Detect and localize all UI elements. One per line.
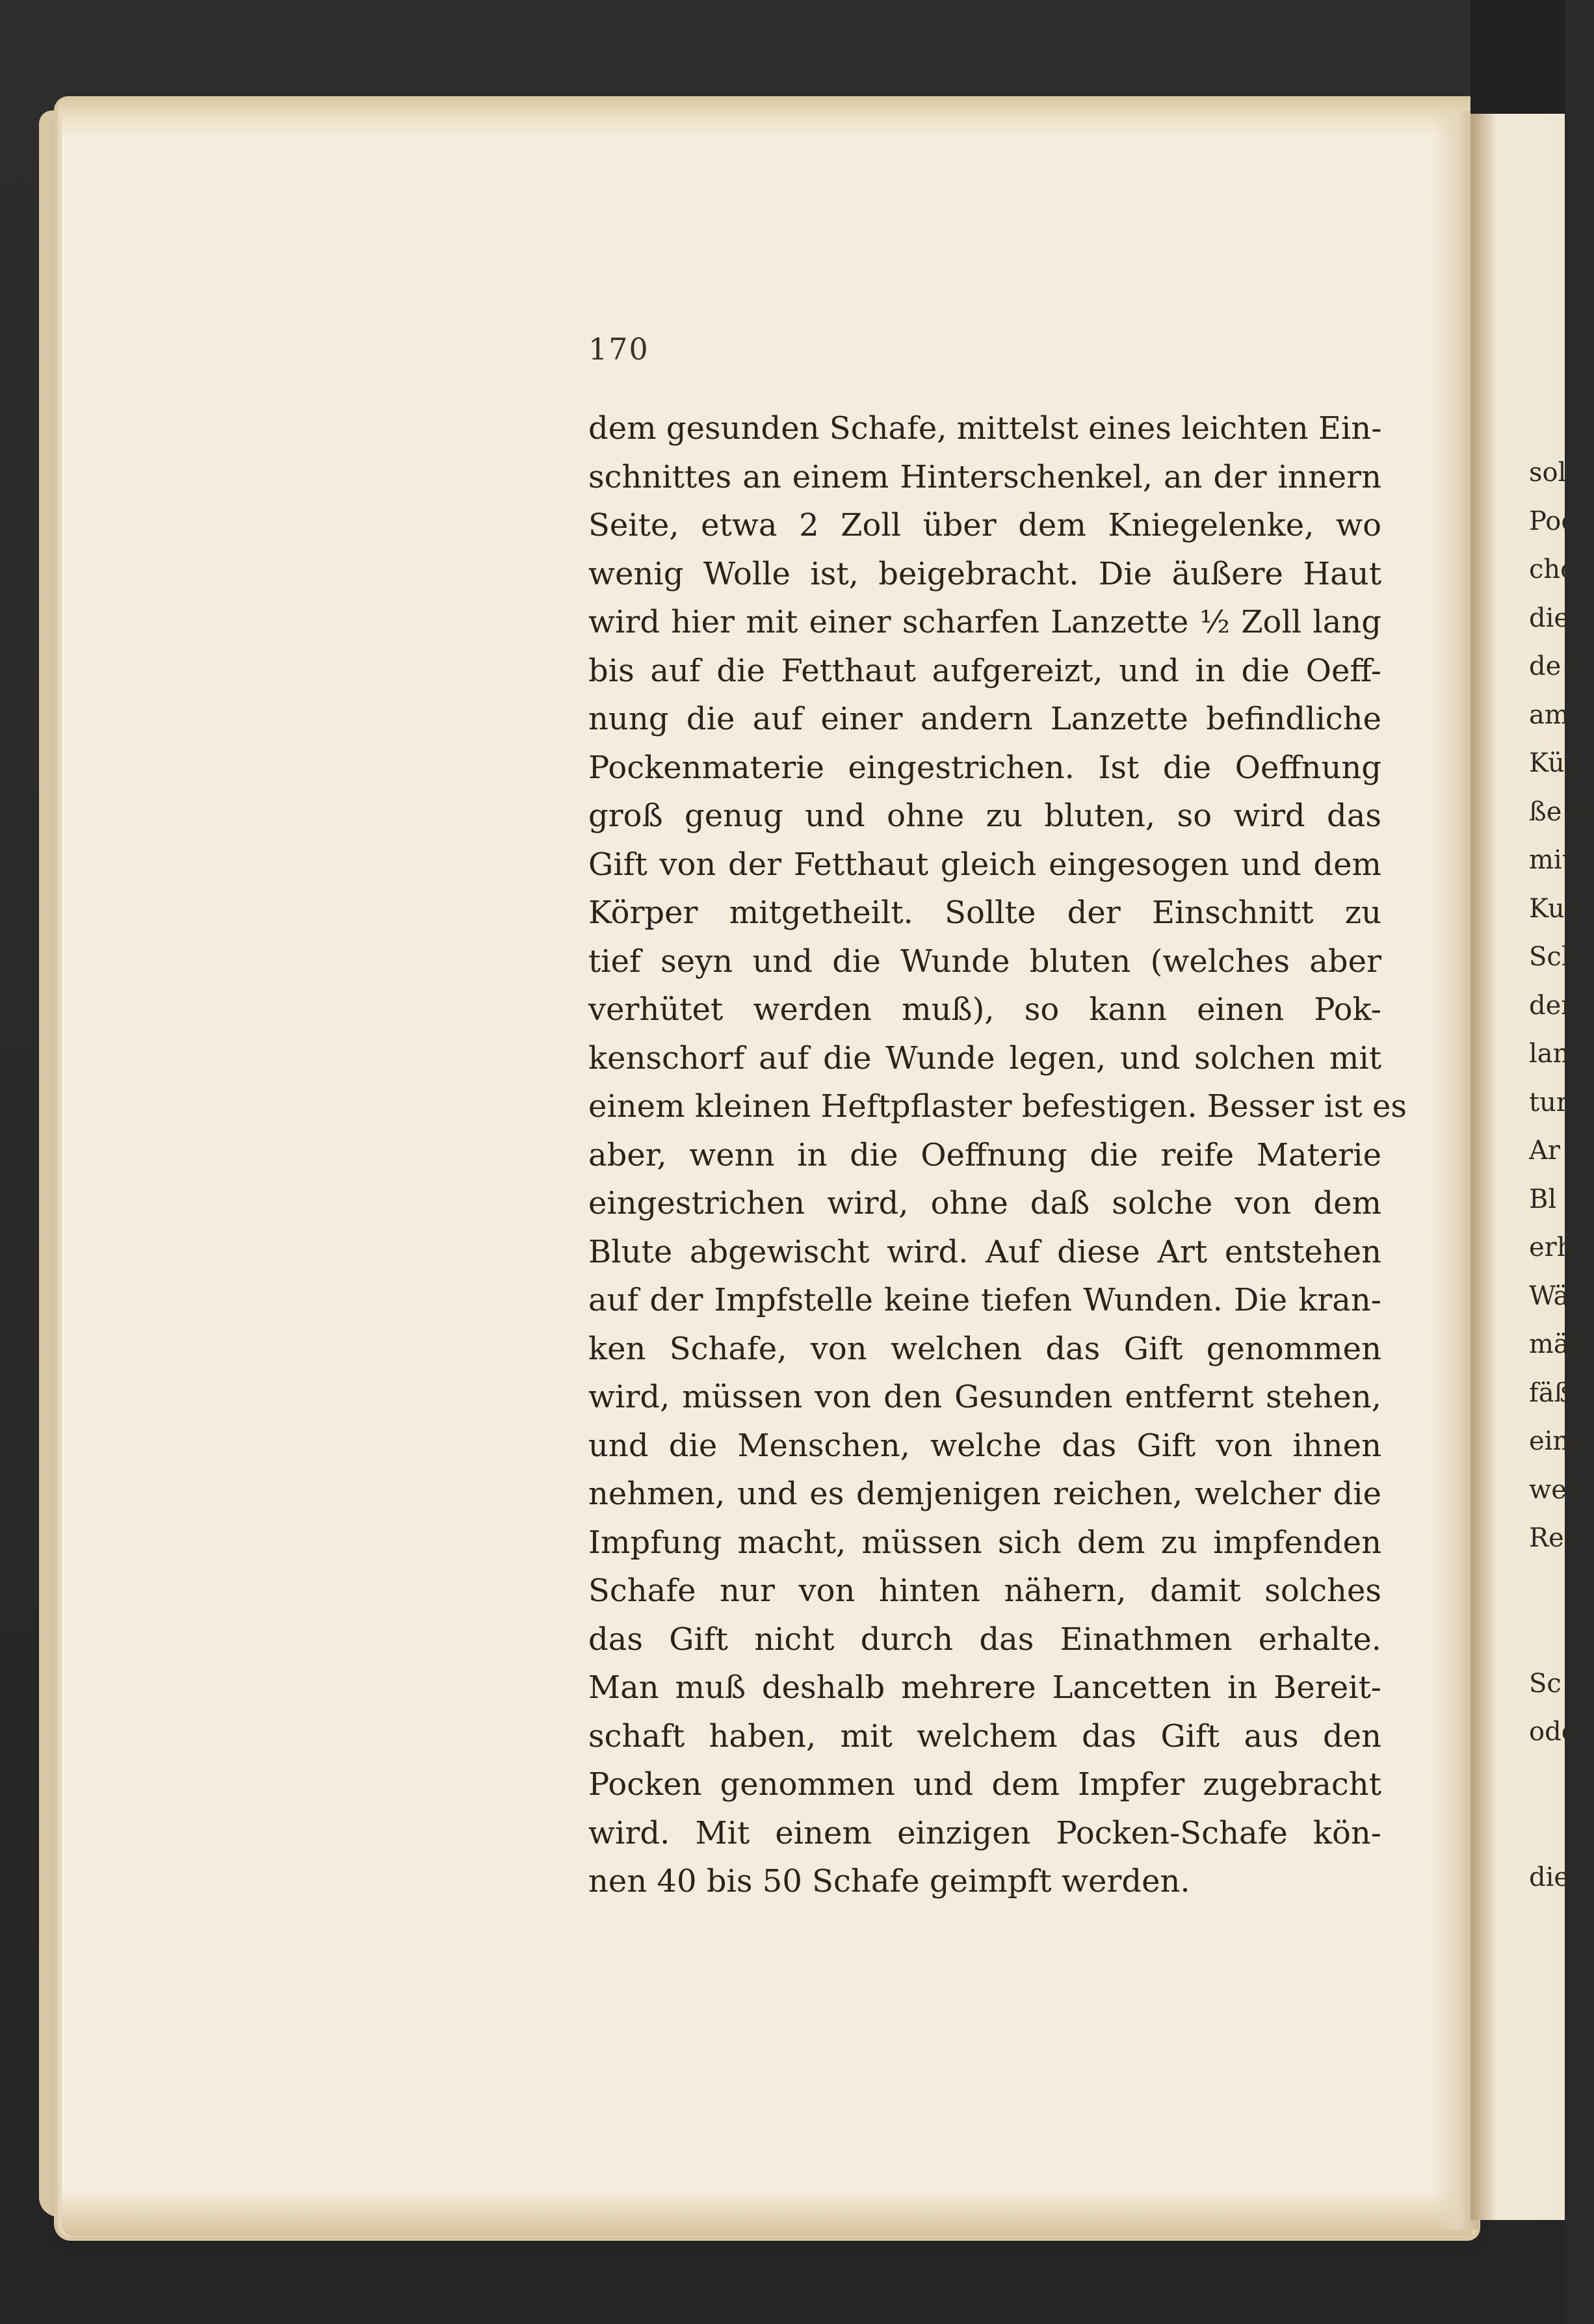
facing-page-text [1529,449,1594,1901]
facing-page-fragment: Rea [1529,1523,1580,1553]
line-gap [1529,1563,1565,1660]
text-line: und die Menschen, welche das Gift von ihnen [588,1427,1381,1464]
text-line: eingestrichen wird, ohne daß solche von dem [588,1185,1381,1221]
text-line: ken Schafe, von welchen das Gift genommen [588,1330,1381,1367]
facing-page-fragment: welc [1529,1474,1590,1505]
text-line: tief seyn und die Wunde bluten (welches aber [588,943,1381,980]
facing-page-fragment: die [1529,1862,1570,1892]
facing-page-fragment: der [1529,990,1574,1021]
facing-page-fragment: mit [1529,845,1573,875]
text-line: Körper mitgetheilt. Sollte der Einschnitt zu [588,894,1381,931]
facing-page-fragment: mäß [1529,1329,1587,1359]
facing-page-fragment: Sch [1529,942,1578,972]
text-line: verhütet werden muß), so kann einen Pok- [588,991,1381,1028]
text-line: nung die auf einer andern Lanzette befindliche [588,701,1381,737]
text-line: Man muß deshalb mehrere Lancetten in Bereit- [588,1669,1381,1706]
text-line: wird hier mit einer scharfen Lanzette ½ Zoll lang [588,604,1381,640]
facing-page-fragment: de t [1529,651,1580,681]
text-line: wird. Mit einem einzigen Pocken-Schafe kön- [588,1814,1381,1851]
text-line: Impfung macht, müssen sich dem zu impfenden [588,1524,1381,1561]
text-line: Seite, etwa 2 Zoll über dem Kniegelenke, wo [588,507,1381,543]
facing-page-fragment: Poc [1529,506,1576,536]
text-line: wenig Wolle ist, beigebracht. Die äußere Haut [588,555,1381,592]
text-line: das Gift nicht durch das Einathmen erhalte. [588,1621,1381,1658]
facing-page-fragment: erh [1529,1233,1574,1262]
text-line: Pocken genommen und dem Impfer zugebracht [588,1766,1381,1803]
facing-page-fragment: ode [1529,1717,1577,1747]
text-line: dem gesunden Schafe, mittelst eines leichten Ein- [588,410,1382,447]
facing-page-fragment: am [1529,699,1569,730]
text-line: einem kleinen Heftpflaster befestigen. Besser ist es [588,1088,1407,1125]
facing-page-fragment: solc [1529,458,1581,488]
page-number: 170 [588,332,649,367]
facing-page-fragment: che [1529,555,1576,584]
text-line: nehmen, und es demjenigen reichen, welcher die [588,1476,1381,1512]
facing-page-fragment: eine [1529,1426,1585,1456]
facing-page-fragment: fäß, [1529,1377,1580,1408]
text-line: Schafe nur von hinten nähern, damit solches [588,1573,1381,1609]
text-line: kenschorf auf die Wunde legen, und solchen mit [588,1039,1381,1077]
facing-page-edge [1470,107,1496,2220]
text-line: auf der Impfstelle keine tiefen Wunden. Die kran- [588,1282,1381,1318]
facing-page-fragment: Sc [1529,1668,1561,1699]
text-line: Blute abgewischt wird. Auf diese Art entstehen [588,1233,1381,1270]
facing-page-fragment: Kug [1529,893,1582,924]
facing-page-fragment: lan [1529,1039,1570,1069]
facing-page-fragment: Küg [1529,748,1582,778]
text-line: schnittes an einem Hinterschenkel, an der innern [588,458,1381,495]
facing-page-fragment: die [1529,603,1570,633]
facing-page-fragment: tur [1529,1087,1569,1117]
text-line: bis auf die Fetthaut aufgereizt, und in die Oeff- [588,652,1381,689]
text-line: nen 40 bis 50 Schafe geimpft werden. [588,1863,1190,1900]
text-line: Gift von der Fetthaut gleich eingesogen und dem [588,846,1381,883]
text-line: groß genug und ohne zu bluten, so wird das [588,798,1381,834]
facing-page-fragment: ße ei [1529,796,1594,827]
page-top-edge [62,98,1472,137]
text-line: aber, wenn in die Oeffnung die reife Materie [588,1136,1381,1173]
body-text [588,404,1407,1906]
line-gap [1529,1756,1565,1853]
facing-page-fragment: Bl [1529,1184,1557,1214]
facing-page-shadow [1470,0,1565,114]
facing-page-fragment: Wä [1529,1281,1569,1311]
page-bottom-edge [62,2191,1472,2236]
text-line: schaft haben, mit welchem das Gift aus den [588,1717,1381,1755]
text-line: wird, müssen von den Gesunden entfernt stehen, [588,1379,1381,1415]
facing-page-fragment: Ar [1529,1136,1561,1166]
text-line: Pockenmaterie eingestrichen. Ist die Oeffnung [588,749,1381,786]
